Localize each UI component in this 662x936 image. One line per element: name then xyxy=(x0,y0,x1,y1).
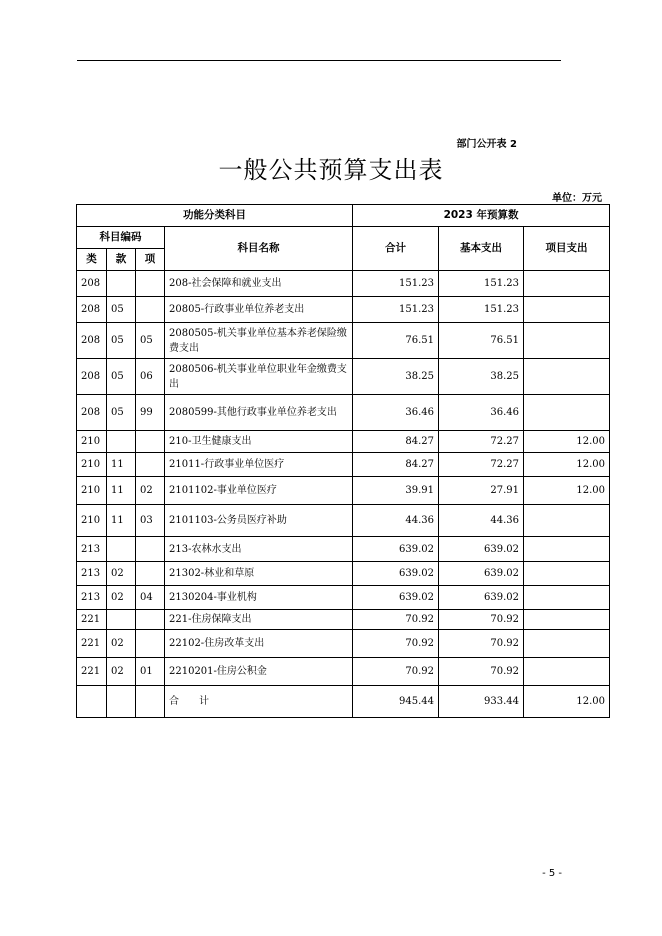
cell-project xyxy=(524,323,610,359)
cell-lei: 221 xyxy=(77,630,107,658)
cell-name: 2130204-事业机构 xyxy=(165,586,353,610)
table-row xyxy=(77,505,610,537)
cell-project xyxy=(524,271,610,297)
cell-kuan: 02 xyxy=(107,630,136,658)
cell-kuan: 05 xyxy=(107,323,136,359)
cell-xiang xyxy=(136,562,165,586)
cell-xiang xyxy=(136,453,165,477)
cell-project xyxy=(524,586,610,610)
cell-basic: 44.36 xyxy=(439,505,524,537)
cell-lei: 208 xyxy=(77,297,107,323)
cell-xiang: 01 xyxy=(136,658,165,686)
header-lei: 类 xyxy=(77,249,107,271)
cell-xiang: 02 xyxy=(136,477,165,505)
cell-project xyxy=(524,630,610,658)
cell-name: 2210201-住房公积金 xyxy=(165,658,353,686)
cell-project xyxy=(524,297,610,323)
cell-name: 2080506-机关事业单位职业年金缴费支出 xyxy=(165,359,353,395)
cell-kuan: 05 xyxy=(107,395,136,431)
cell-total: 76.51 xyxy=(353,323,439,359)
budget-table xyxy=(76,204,610,718)
cell-total: 36.46 xyxy=(353,395,439,431)
table-row xyxy=(77,658,610,686)
page-number: - 5 - xyxy=(542,868,562,879)
header-budget-year: 2023 年预算数 xyxy=(353,205,610,227)
cell-total: 151.23 xyxy=(353,271,439,297)
table-row xyxy=(77,610,610,630)
cell-lei: 208 xyxy=(77,271,107,297)
cell-basic: 38.25 xyxy=(439,359,524,395)
cell-basic: 639.02 xyxy=(439,586,524,610)
cell-lei xyxy=(77,686,107,718)
cell-name: 221-住房保障支出 xyxy=(165,610,353,630)
cell-project xyxy=(524,359,610,395)
cell-lei: 208 xyxy=(77,395,107,431)
cell-total: 639.02 xyxy=(353,562,439,586)
table-row xyxy=(77,297,610,323)
cell-xiang: 99 xyxy=(136,395,165,431)
cell-name: 210-卫生健康支出 xyxy=(165,431,353,453)
total-basic: 933.44 xyxy=(439,686,524,718)
cell-name: 21011-行政事业单位医疗 xyxy=(165,453,353,477)
header-project: 项目支出 xyxy=(524,227,610,271)
cell-project xyxy=(524,395,610,431)
table-row xyxy=(77,431,610,453)
cell-name: 213-农林水支出 xyxy=(165,537,353,562)
table-row xyxy=(77,477,610,505)
table-row xyxy=(77,537,610,562)
cell-project: 12.00 xyxy=(524,477,610,505)
cell-kuan xyxy=(107,537,136,562)
cell-project xyxy=(524,537,610,562)
table-row xyxy=(77,271,610,297)
cell-kuan: 11 xyxy=(107,453,136,477)
cell-project: 12.00 xyxy=(524,431,610,453)
cell-total: 38.25 xyxy=(353,359,439,395)
cell-total: 639.02 xyxy=(353,537,439,562)
table-row xyxy=(77,562,610,586)
cell-kuan: 02 xyxy=(107,562,136,586)
table-row xyxy=(77,586,610,610)
cell-total: 84.27 xyxy=(353,431,439,453)
cell-lei: 213 xyxy=(77,562,107,586)
cell-basic: 72.27 xyxy=(439,431,524,453)
cell-lei: 210 xyxy=(77,453,107,477)
cell-total: 70.92 xyxy=(353,630,439,658)
cell-project xyxy=(524,610,610,630)
unit-label: 单位：万元 xyxy=(552,193,602,204)
cell-basic: 76.51 xyxy=(439,323,524,359)
header-xiang: 项 xyxy=(136,249,165,271)
header-subject-name: 科目名称 xyxy=(165,227,353,271)
total-row xyxy=(77,686,610,718)
header-basic: 基本支出 xyxy=(439,227,524,271)
cell-project xyxy=(524,505,610,537)
cell-lei: 221 xyxy=(77,610,107,630)
cell-xiang xyxy=(136,610,165,630)
cell-project xyxy=(524,658,610,686)
cell-basic: 151.23 xyxy=(439,271,524,297)
cell-total: 44.36 xyxy=(353,505,439,537)
cell-xiang: 04 xyxy=(136,586,165,610)
cell-name: 20805-行政事业单位养老支出 xyxy=(165,297,353,323)
cell-basic: 36.46 xyxy=(439,395,524,431)
cell-xiang xyxy=(136,297,165,323)
cell-xiang xyxy=(136,537,165,562)
cell-lei: 208 xyxy=(77,359,107,395)
cell-name: 2080599-其他行政事业单位养老支出 xyxy=(165,395,353,431)
doc-label: 部门公开表 2 xyxy=(456,139,517,150)
cell-total: 39.91 xyxy=(353,477,439,505)
cell-kuan xyxy=(107,271,136,297)
cell-basic: 70.92 xyxy=(439,630,524,658)
cell-total: 639.02 xyxy=(353,586,439,610)
cell-lei: 208 xyxy=(77,323,107,359)
cell-name: 2101103-公务员医疗补助 xyxy=(165,505,353,537)
cell-basic: 639.02 xyxy=(439,562,524,586)
table-row xyxy=(77,395,610,431)
cell-name: 21302-林业和草原 xyxy=(165,562,353,586)
cell-xiang xyxy=(136,686,165,718)
cell-basic: 70.92 xyxy=(439,658,524,686)
cell-project: 12.00 xyxy=(524,453,610,477)
total-sum: 945.44 xyxy=(353,686,439,718)
header-total: 合计 xyxy=(353,227,439,271)
cell-kuan xyxy=(107,686,136,718)
cell-name: 208-社会保障和就业支出 xyxy=(165,271,353,297)
cell-lei: 210 xyxy=(77,431,107,453)
table-row xyxy=(77,630,610,658)
cell-total: 70.92 xyxy=(353,610,439,630)
header-subject-code: 科目编码 xyxy=(77,227,165,249)
cell-basic: 70.92 xyxy=(439,610,524,630)
cell-xiang: 05 xyxy=(136,323,165,359)
cell-basic: 639.02 xyxy=(439,537,524,562)
cell-basic: 27.91 xyxy=(439,477,524,505)
cell-kuan: 02 xyxy=(107,658,136,686)
cell-kuan xyxy=(107,431,136,453)
cell-name: 22102-住房改革支出 xyxy=(165,630,353,658)
cell-basic: 151.23 xyxy=(439,297,524,323)
cell-kuan: 02 xyxy=(107,586,136,610)
cell-lei: 210 xyxy=(77,505,107,537)
table-row xyxy=(77,359,610,395)
table-row xyxy=(77,323,610,359)
cell-lei: 221 xyxy=(77,658,107,686)
cell-kuan: 11 xyxy=(107,477,136,505)
cell-xiang xyxy=(136,431,165,453)
total-project: 12.00 xyxy=(524,686,610,718)
cell-lei: 210 xyxy=(77,477,107,505)
cell-lei: 213 xyxy=(77,537,107,562)
header-rule xyxy=(77,60,561,61)
cell-kuan: 11 xyxy=(107,505,136,537)
page-title: 一般公共预算支出表 xyxy=(218,156,444,184)
cell-name: 2101102-事业单位医疗 xyxy=(165,477,353,505)
cell-kuan: 05 xyxy=(107,359,136,395)
cell-name: 2080505-机关事业单位基本养老保险缴费支出 xyxy=(165,323,353,359)
cell-basic: 72.27 xyxy=(439,453,524,477)
cell-total: 70.92 xyxy=(353,658,439,686)
cell-lei: 213 xyxy=(77,586,107,610)
header-kuan: 款 xyxy=(107,249,136,271)
cell-xiang xyxy=(136,271,165,297)
cell-xiang: 03 xyxy=(136,505,165,537)
cell-kuan xyxy=(107,610,136,630)
cell-total: 151.23 xyxy=(353,297,439,323)
cell-project xyxy=(524,562,610,586)
header-func-class: 功能分类科目 xyxy=(77,205,353,227)
cell-total: 84.27 xyxy=(353,453,439,477)
cell-xiang: 06 xyxy=(136,359,165,395)
total-label: 合 计 xyxy=(165,686,353,718)
table-row xyxy=(77,453,610,477)
cell-kuan: 05 xyxy=(107,297,136,323)
cell-xiang xyxy=(136,630,165,658)
